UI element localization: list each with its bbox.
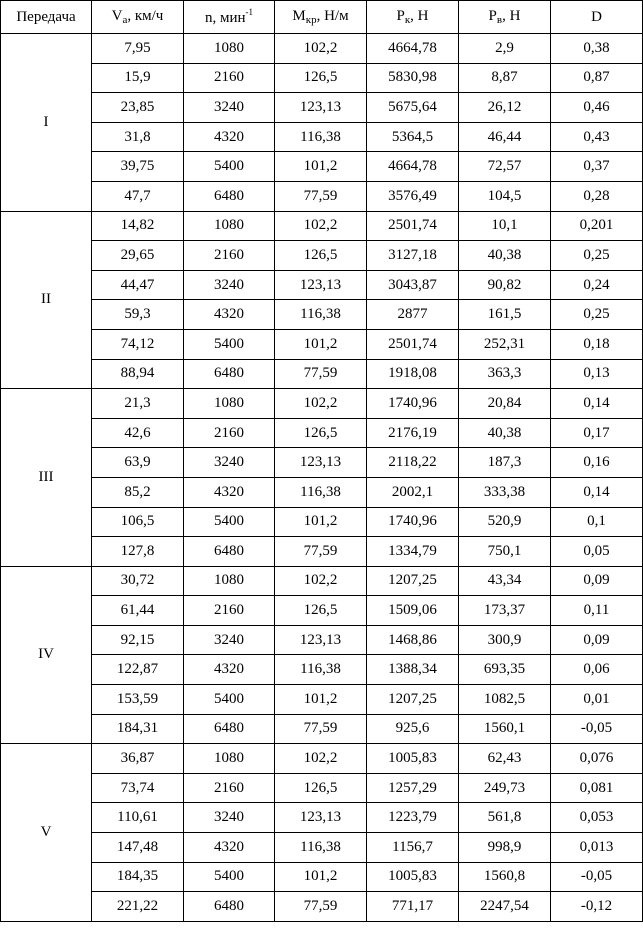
table-body: [1, 34, 643, 922]
torque-cell: 101,2: [275, 329, 367, 359]
header-traction-main: Р: [396, 8, 405, 24]
torque-cell: 126,5: [275, 773, 367, 803]
header-speed-unit: , км/ч: [127, 8, 164, 24]
torque-cell: 126,5: [275, 418, 367, 448]
speed-cell: 221,22: [92, 892, 184, 922]
torque-cell: 101,2: [275, 507, 367, 537]
rpm-cell: 5400: [184, 862, 275, 892]
rpm-cell: 1080: [184, 566, 275, 596]
rpm-cell: 5400: [184, 507, 275, 537]
speed-cell: 73,74: [92, 773, 184, 803]
air-resistance-cell: 40,38: [459, 418, 551, 448]
torque-cell: 101,2: [275, 862, 367, 892]
air-resistance-cell: 252,31: [459, 329, 551, 359]
dynamic-factor-cell: 0,09: [551, 625, 643, 655]
dynamic-factor-cell: 0,46: [551, 93, 643, 123]
air-resistance-cell: 187,3: [459, 448, 551, 478]
rpm-cell: 1080: [184, 211, 275, 241]
air-resistance-cell: 20,84: [459, 389, 551, 419]
traction-force-cell: 5675,64: [367, 93, 459, 123]
header-traction-force: [367, 1, 459, 34]
traction-force-cell: 4664,78: [367, 152, 459, 182]
rpm-cell: 5400: [184, 329, 275, 359]
air-resistance-cell: 750,1: [459, 537, 551, 567]
dynamic-factor-cell: 0,076: [551, 744, 643, 774]
traction-force-cell: 1257,29: [367, 773, 459, 803]
traction-force-cell: 5364,5: [367, 122, 459, 152]
dynamic-factor-cell: 0,11: [551, 596, 643, 626]
rpm-cell: 3240: [184, 270, 275, 300]
rpm-cell: 2160: [184, 418, 275, 448]
table-row: [1, 625, 643, 655]
torque-cell: 77,59: [275, 181, 367, 211]
rpm-cell: 4320: [184, 655, 275, 685]
speed-cell: 184,35: [92, 862, 184, 892]
dynamic-factor-cell: 0,17: [551, 418, 643, 448]
torque-cell: 123,13: [275, 625, 367, 655]
traction-force-cell: 1740,96: [367, 389, 459, 419]
header-torque: [275, 1, 367, 34]
air-resistance-cell: 249,73: [459, 773, 551, 803]
header-row: [1, 1, 643, 34]
air-resistance-cell: 43,34: [459, 566, 551, 596]
air-resistance-cell: 46,44: [459, 122, 551, 152]
table-row: [1, 566, 643, 596]
header-traction-unit: , Н: [410, 8, 429, 24]
air-resistance-cell: 90,82: [459, 270, 551, 300]
rpm-cell: 1080: [184, 744, 275, 774]
dynamic-factor-cell: -0,05: [551, 714, 643, 744]
dynamic-factor-cell: -0,05: [551, 862, 643, 892]
traction-force-cell: 1468,86: [367, 625, 459, 655]
traction-force-cell: 3127,18: [367, 241, 459, 271]
rpm-cell: 4320: [184, 122, 275, 152]
table-row: [1, 596, 643, 626]
table-row: [1, 389, 643, 419]
speed-cell: 47,7: [92, 181, 184, 211]
table-row: [1, 803, 643, 833]
table-row: [1, 122, 643, 152]
torque-cell: 102,2: [275, 744, 367, 774]
rpm-cell: 2160: [184, 773, 275, 803]
header-rpm-sup: -1: [245, 7, 254, 17]
table-row: [1, 537, 643, 567]
air-resistance-cell: 363,3: [459, 359, 551, 389]
table-row: [1, 270, 643, 300]
gear-cell: I: [1, 34, 92, 212]
air-resistance-cell: 300,9: [459, 625, 551, 655]
speed-cell: 63,9: [92, 448, 184, 478]
torque-cell: 102,2: [275, 211, 367, 241]
traction-force-cell: 1223,79: [367, 803, 459, 833]
dynamic-factor-cell: 0,1: [551, 507, 643, 537]
table-row: [1, 211, 643, 241]
air-resistance-cell: 173,37: [459, 596, 551, 626]
rpm-cell: 6480: [184, 892, 275, 922]
table-row: [1, 359, 643, 389]
torque-cell: 123,13: [275, 270, 367, 300]
rpm-cell: 4320: [184, 300, 275, 330]
speed-cell: 106,5: [92, 507, 184, 537]
torque-cell: 101,2: [275, 685, 367, 715]
gear-cell: IV: [1, 566, 92, 744]
air-resistance-cell: 2247,54: [459, 892, 551, 922]
air-resistance-cell: 693,35: [459, 655, 551, 685]
air-resistance-cell: 8,87: [459, 63, 551, 93]
torque-cell: 116,38: [275, 833, 367, 863]
table-row: [1, 477, 643, 507]
dynamic-factor-cell: 0,06: [551, 655, 643, 685]
table-row: [1, 448, 643, 478]
rpm-cell: 3240: [184, 625, 275, 655]
traction-force-cell: 1005,83: [367, 862, 459, 892]
rpm-cell: 4320: [184, 477, 275, 507]
traction-force-cell: 771,17: [367, 892, 459, 922]
torque-cell: 101,2: [275, 152, 367, 182]
rpm-cell: 2160: [184, 63, 275, 93]
torque-cell: 77,59: [275, 537, 367, 567]
traction-force-cell: 1509,06: [367, 596, 459, 626]
speed-cell: 42,6: [92, 418, 184, 448]
traction-force-cell: 1334,79: [367, 537, 459, 567]
rpm-cell: 6480: [184, 359, 275, 389]
torque-cell: 77,59: [275, 359, 367, 389]
speed-cell: 14,82: [92, 211, 184, 241]
dynamic-factor-cell: 0,25: [551, 300, 643, 330]
air-resistance-cell: 26,12: [459, 93, 551, 123]
torque-cell: 126,5: [275, 63, 367, 93]
air-resistance-cell: 1560,1: [459, 714, 551, 744]
rpm-cell: 2160: [184, 596, 275, 626]
speed-cell: 36,87: [92, 744, 184, 774]
speed-cell: 15,9: [92, 63, 184, 93]
speed-cell: 153,59: [92, 685, 184, 715]
speed-cell: 21,3: [92, 389, 184, 419]
torque-cell: 77,59: [275, 714, 367, 744]
dynamic-factor-cell: 0,053: [551, 803, 643, 833]
header-speed: [92, 1, 184, 34]
traction-force-cell: 1918,08: [367, 359, 459, 389]
traction-force-cell: 2877: [367, 300, 459, 330]
traction-force-cell: 1207,25: [367, 685, 459, 715]
torque-cell: 126,5: [275, 596, 367, 626]
traction-force-cell: 4664,78: [367, 34, 459, 64]
table-row: [1, 892, 643, 922]
traction-force-cell: 2501,74: [367, 211, 459, 241]
traction-force-cell: 925,6: [367, 714, 459, 744]
table-row: [1, 862, 643, 892]
table-row: [1, 507, 643, 537]
dynamic-factor-cell: 0,37: [551, 152, 643, 182]
air-resistance-cell: 998,9: [459, 833, 551, 863]
table-row: [1, 714, 643, 744]
header-air-sub: в: [496, 14, 503, 26]
dynamic-factor-cell: 0,14: [551, 477, 643, 507]
rpm-cell: 1080: [184, 389, 275, 419]
dynamic-factor-cell: 0,01: [551, 685, 643, 715]
table-row: [1, 329, 643, 359]
torque-cell: 123,13: [275, 448, 367, 478]
air-resistance-cell: 1082,5: [459, 685, 551, 715]
rpm-cell: 4320: [184, 833, 275, 863]
air-resistance-cell: 40,38: [459, 241, 551, 271]
torque-cell: 126,5: [275, 241, 367, 271]
header-rpm-main: n, мин: [204, 10, 246, 26]
dynamic-factor-cell: 0,13: [551, 359, 643, 389]
air-resistance-cell: 520,9: [459, 507, 551, 537]
traction-force-cell: 1005,83: [367, 744, 459, 774]
rpm-cell: 6480: [184, 714, 275, 744]
dynamic-factor-cell: 0,25: [551, 241, 643, 271]
table-row: [1, 181, 643, 211]
traction-force-cell: 1740,96: [367, 507, 459, 537]
torque-cell: 77,59: [275, 892, 367, 922]
header-speed-sub: a: [122, 14, 128, 26]
header-air-main: Р: [488, 8, 497, 24]
torque-cell: 116,38: [275, 477, 367, 507]
speed-cell: 110,61: [92, 803, 184, 833]
speed-cell: 7,95: [92, 34, 184, 64]
dynamic-factor-cell: 0,14: [551, 389, 643, 419]
gear-cell: III: [1, 389, 92, 567]
speed-cell: 59,3: [92, 300, 184, 330]
table-row: [1, 773, 643, 803]
speed-cell: 85,2: [92, 477, 184, 507]
header-torque-sub: кр: [305, 14, 317, 26]
rpm-cell: 3240: [184, 803, 275, 833]
table-row: [1, 655, 643, 685]
speed-cell: 147,48: [92, 833, 184, 863]
rpm-cell: 6480: [184, 181, 275, 211]
torque-cell: 116,38: [275, 122, 367, 152]
speed-cell: 44,47: [92, 270, 184, 300]
rpm-cell: 1080: [184, 34, 275, 64]
traction-force-cell: 1156,7: [367, 833, 459, 863]
traction-force-cell: 3043,87: [367, 270, 459, 300]
header-torque-main: М: [292, 8, 306, 24]
rpm-cell: 5400: [184, 685, 275, 715]
traction-force-cell: 2118,22: [367, 448, 459, 478]
table-row: [1, 34, 643, 64]
air-resistance-cell: 161,5: [459, 300, 551, 330]
traction-force-cell: 5830,98: [367, 63, 459, 93]
table-row: [1, 833, 643, 863]
table-row: [1, 300, 643, 330]
rpm-cell: 6480: [184, 537, 275, 567]
header-traction-sub: к: [404, 14, 411, 26]
air-resistance-cell: 1560,8: [459, 862, 551, 892]
air-resistance-cell: 2,9: [459, 34, 551, 64]
header-rpm: [184, 1, 275, 34]
traction-force-cell: 3576,49: [367, 181, 459, 211]
speed-cell: 92,15: [92, 625, 184, 655]
rpm-cell: 2160: [184, 241, 275, 271]
torque-cell: 116,38: [275, 655, 367, 685]
table-row: [1, 418, 643, 448]
speed-cell: 74,12: [92, 329, 184, 359]
dynamic-factor-cell: 0,28: [551, 181, 643, 211]
speed-cell: 29,65: [92, 241, 184, 271]
table-row: [1, 744, 643, 774]
torque-cell: 102,2: [275, 34, 367, 64]
torque-cell: 102,2: [275, 566, 367, 596]
gear-cell: II: [1, 211, 92, 389]
torque-cell: 123,13: [275, 803, 367, 833]
speed-cell: 127,8: [92, 537, 184, 567]
air-resistance-cell: 333,38: [459, 477, 551, 507]
traction-force-cell: 2176,19: [367, 418, 459, 448]
dynamic-factor-cell: 0,16: [551, 448, 643, 478]
header-gear: Передача: [1, 1, 92, 34]
dynamic-factor-cell: 0,38: [551, 34, 643, 64]
torque-cell: 123,13: [275, 93, 367, 123]
header-torque-unit: , Н/м: [316, 8, 349, 24]
speed-cell: 31,8: [92, 122, 184, 152]
traction-force-cell: 2002,1: [367, 477, 459, 507]
speed-cell: 23,85: [92, 93, 184, 123]
dynamic-factor-cell: 0,05: [551, 537, 643, 567]
table-row: [1, 241, 643, 271]
rpm-cell: 5400: [184, 152, 275, 182]
speed-cell: 30,72: [92, 566, 184, 596]
dynamic-factor-cell: -0,12: [551, 892, 643, 922]
gear-cell: V: [1, 744, 92, 922]
air-resistance-cell: 10,1: [459, 211, 551, 241]
dynamic-factor-cell: 0,09: [551, 566, 643, 596]
dynamic-factor-cell: 0,87: [551, 63, 643, 93]
dynamic-factor-cell: 0,18: [551, 329, 643, 359]
dynamic-factor-cell: 0,081: [551, 773, 643, 803]
traction-force-cell: 1207,25: [367, 566, 459, 596]
speed-cell: 88,94: [92, 359, 184, 389]
dynamic-factor-cell: 0,24: [551, 270, 643, 300]
air-resistance-cell: 104,5: [459, 181, 551, 211]
table-row: [1, 685, 643, 715]
dynamic-factor-cell: 0,013: [551, 833, 643, 863]
rpm-cell: 3240: [184, 93, 275, 123]
rpm-cell: 3240: [184, 448, 275, 478]
header-air-unit: , Н: [502, 8, 521, 24]
header-dynamic-factor: D: [551, 1, 643, 34]
speed-cell: 61,44: [92, 596, 184, 626]
air-resistance-cell: 72,57: [459, 152, 551, 182]
air-resistance-cell: 62,43: [459, 744, 551, 774]
traction-force-cell: 2501,74: [367, 329, 459, 359]
torque-cell: 102,2: [275, 389, 367, 419]
dynamic-factor-cell: 0,43: [551, 122, 643, 152]
torque-cell: 116,38: [275, 300, 367, 330]
table-row: [1, 152, 643, 182]
speed-cell: 184,31: [92, 714, 184, 744]
speed-cell: 39,75: [92, 152, 184, 182]
header-air-resistance: [459, 1, 551, 34]
table-row: [1, 93, 643, 123]
traction-force-cell: 1388,34: [367, 655, 459, 685]
air-resistance-cell: 561,8: [459, 803, 551, 833]
table-row: [1, 63, 643, 93]
speed-cell: 122,87: [92, 655, 184, 685]
header-speed-main: V: [111, 8, 123, 24]
dynamic-factor-cell: 0,201: [551, 211, 643, 241]
